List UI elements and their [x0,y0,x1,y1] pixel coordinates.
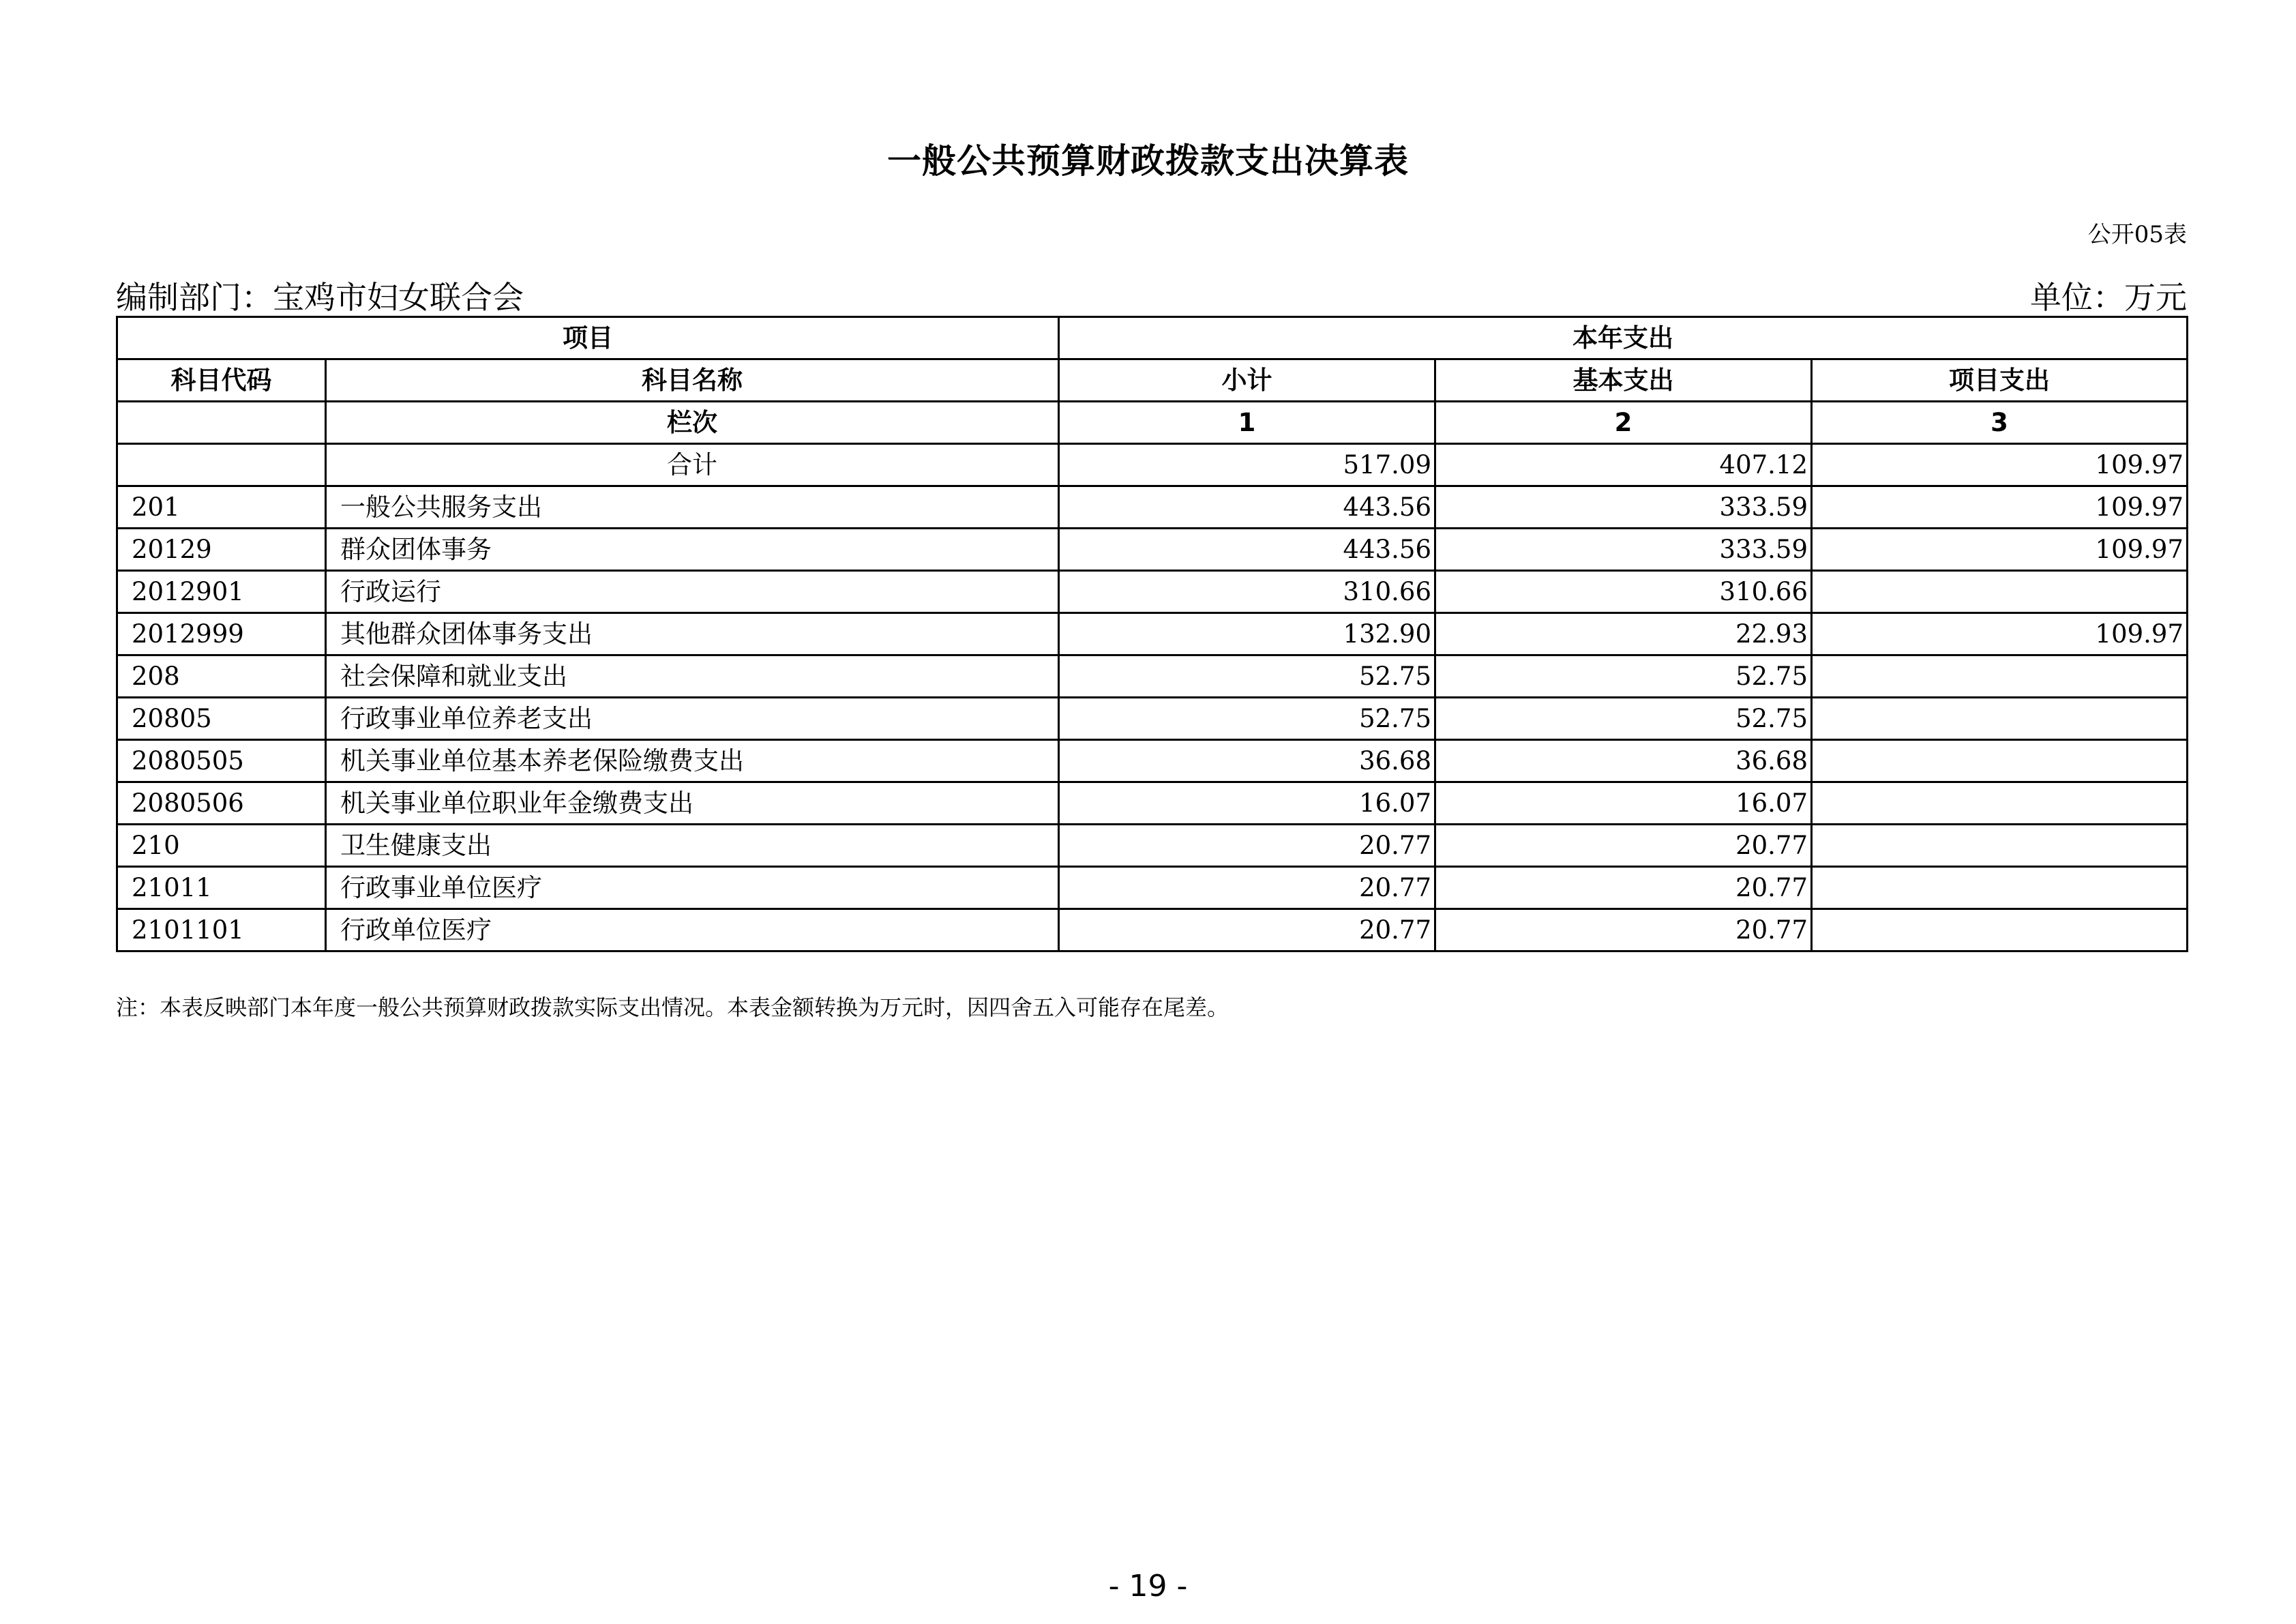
header-basic: 基本支出 [1435,359,1812,402]
row-name: 行政事业单位医疗 [326,867,1059,909]
header-row-2 [117,359,2188,402]
table-row [117,867,2188,909]
row-code: 2080506 [117,782,326,825]
row-project [1812,655,2188,698]
table-row [117,571,2188,613]
form-number: 公开05表 [2087,221,2187,248]
header-project: 项目 [117,317,1059,359]
row-code: 2101101 [117,909,326,951]
row-project [1812,698,2188,740]
row-project: 109.97 [1812,529,2188,571]
row-project [1812,867,2188,909]
row-code: 21011 [117,867,326,909]
total-project: 109.97 [1812,444,2188,486]
row-name: 机关事业单位基本养老保险缴费支出 [326,740,1059,782]
table-row [117,825,2188,867]
header-current-year: 本年支出 [1059,317,2188,359]
row-code: 2012901 [117,571,326,613]
header-col-2: 2 [1435,402,1812,444]
empty-cell [117,444,326,486]
row-project [1812,782,2188,825]
row-project [1812,740,2188,782]
header-code: 科目代码 [117,359,326,402]
row-basic: 22.93 [1435,613,1812,655]
row-basic: 52.75 [1435,655,1812,698]
row-code: 210 [117,825,326,867]
row-code: 20805 [117,698,326,740]
row-name: 行政运行 [326,571,1059,613]
row-basic: 52.75 [1435,698,1812,740]
row-subtotal: 52.75 [1059,698,1435,740]
footnote: 注：本表反映部门本年度一般公共预算财政拨款实际支出情况。本表金额转换为万元时，因四舍五入可能存在尾差。 [116,994,1229,1020]
row-subtotal: 443.56 [1059,486,1435,529]
header-project-expenditure: 项目支出 [1812,359,2188,402]
row-subtotal: 20.77 [1059,825,1435,867]
row-basic: 333.59 [1435,486,1812,529]
row-subtotal: 36.68 [1059,740,1435,782]
row-basic: 20.77 [1435,867,1812,909]
header-row-1 [117,317,2188,359]
row-project [1812,571,2188,613]
row-project: 109.97 [1812,613,2188,655]
row-project: 109.97 [1812,486,2188,529]
row-code: 201 [117,486,326,529]
row-name: 一般公共服务支出 [326,486,1059,529]
row-basic: 333.59 [1435,529,1812,571]
row-subtotal: 16.07 [1059,782,1435,825]
row-project [1812,825,2188,867]
expenditure-table [116,316,2188,952]
department-label: 编制部门：宝鸡市妇女联合会 [116,279,524,316]
header-column-index: 栏次 [326,402,1059,444]
total-basic: 407.12 [1435,444,1812,486]
table-row [117,698,2188,740]
table-row [117,909,2188,951]
row-name: 卫生健康支出 [326,825,1059,867]
row-subtotal: 132.90 [1059,613,1435,655]
header-row-3 [117,402,2188,444]
row-code: 2080505 [117,740,326,782]
table-row [117,782,2188,825]
row-code: 208 [117,655,326,698]
row-name: 群众团体事务 [326,529,1059,571]
row-name: 其他群众团体事务支出 [326,613,1059,655]
table-row [117,486,2188,529]
row-subtotal: 20.77 [1059,909,1435,951]
row-name: 行政单位医疗 [326,909,1059,951]
row-name: 行政事业单位养老支出 [326,698,1059,740]
row-name: 机关事业单位职业年金缴费支出 [326,782,1059,825]
row-subtotal: 310.66 [1059,571,1435,613]
empty-cell [117,402,326,444]
unit-label: 单位：万元 [2030,279,2187,316]
row-basic: 16.07 [1435,782,1812,825]
total-subtotal: 517.09 [1059,444,1435,486]
row-basic: 36.68 [1435,740,1812,782]
row-basic: 310.66 [1435,571,1812,613]
table-row [117,655,2188,698]
table-row [117,613,2188,655]
header-subtotal: 小计 [1059,359,1435,402]
header-name: 科目名称 [326,359,1059,402]
row-code: 2012999 [117,613,326,655]
table-row [117,740,2188,782]
row-subtotal: 52.75 [1059,655,1435,698]
row-basic: 20.77 [1435,825,1812,867]
row-code: 20129 [117,529,326,571]
row-project [1812,909,2188,951]
header-col-3: 3 [1812,402,2188,444]
table-row [117,529,2188,571]
row-subtotal: 20.77 [1059,867,1435,909]
row-basic: 20.77 [1435,909,1812,951]
total-row [117,444,2188,486]
row-name: 社会保障和就业支出 [326,655,1059,698]
row-subtotal: 443.56 [1059,529,1435,571]
total-label: 合计 [326,444,1059,486]
page-number: - 19 - [1108,1569,1188,1604]
page-title: 一般公共预算财政拨款支出决算表 [887,141,1409,181]
header-col-1: 1 [1059,402,1435,444]
